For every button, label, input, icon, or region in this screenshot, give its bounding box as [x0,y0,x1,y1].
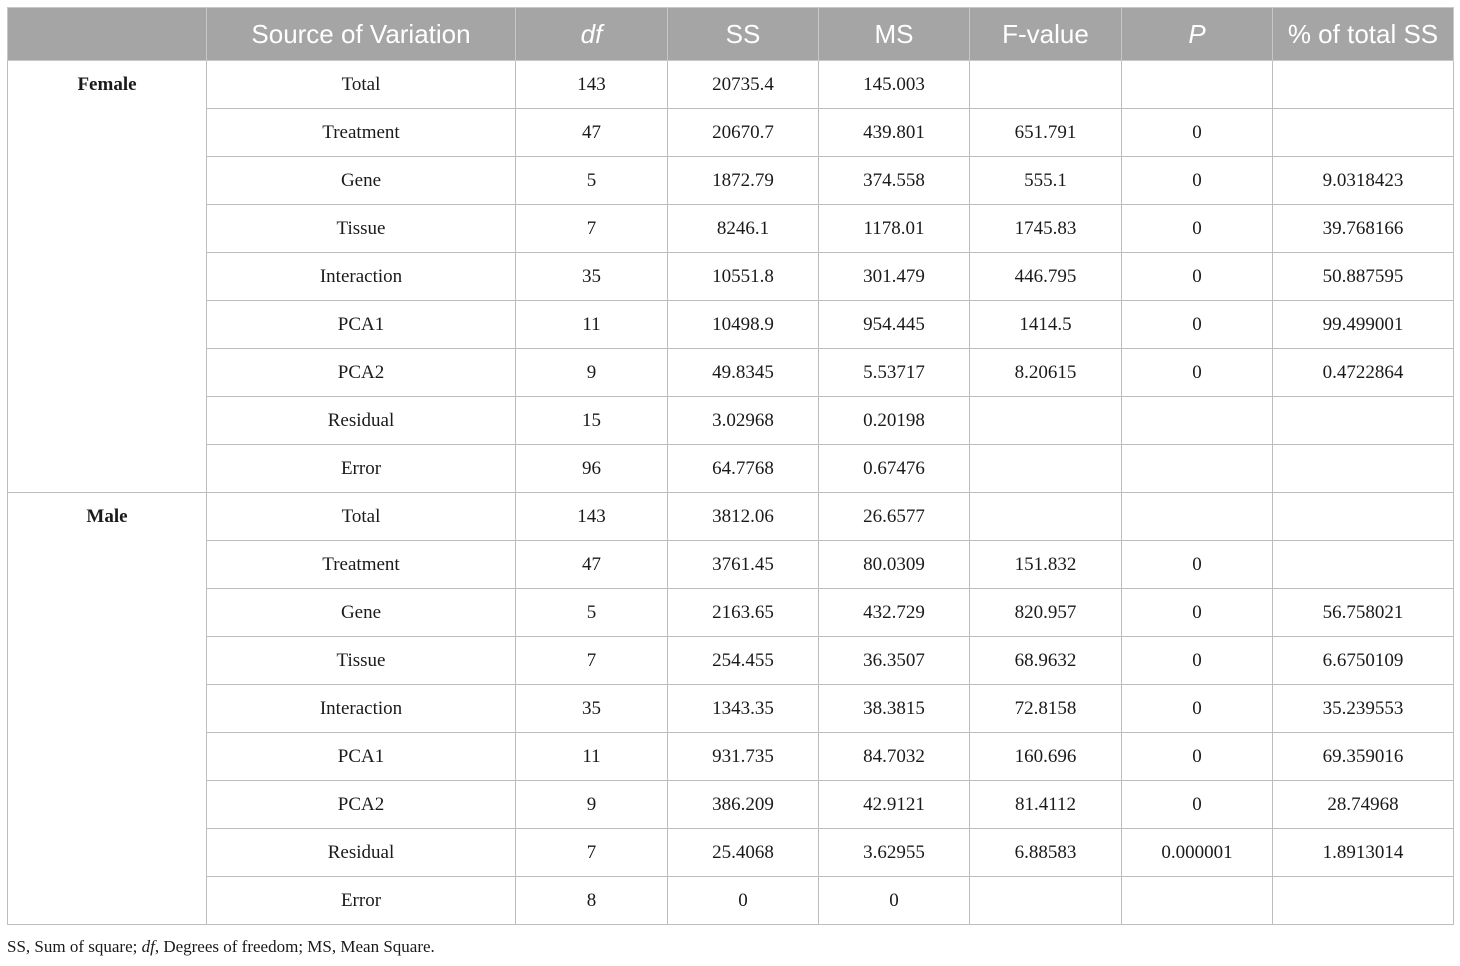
p-cell [1122,493,1273,541]
ms-cell: 26.6577 [819,493,970,541]
df-cell: 47 [516,541,668,589]
pct-total-ss-cell: 50.887595 [1273,253,1454,301]
table-body [8,61,1454,925]
f-value-cell [970,877,1122,925]
p-cell: 0 [1122,733,1273,781]
p-cell: 0 [1122,541,1273,589]
header-cell-pct-total-ss: % of total SS [1273,8,1454,61]
pct-total-ss-cell [1273,445,1454,493]
table-row [8,829,1454,877]
f-value-cell: 1745.83 [970,205,1122,253]
table-row [8,109,1454,157]
df-cell: 8 [516,877,668,925]
df-cell: 143 [516,61,668,109]
table-row [8,685,1454,733]
header-cell-source: Source of Variation [207,8,516,61]
ss-cell: 49.8345 [668,349,819,397]
df-cell: 7 [516,637,668,685]
p-cell [1122,877,1273,925]
ss-cell: 20670.7 [668,109,819,157]
ms-cell: 954.445 [819,301,970,349]
source-cell: PCA2 [207,781,516,829]
table-row [8,541,1454,589]
source-cell: Residual [207,397,516,445]
ss-cell: 8246.1 [668,205,819,253]
pct-total-ss-cell [1273,109,1454,157]
source-cell: Error [207,877,516,925]
pct-total-ss-cell [1273,397,1454,445]
ms-cell: 42.9121 [819,781,970,829]
ms-cell: 0.20198 [819,397,970,445]
df-cell: 47 [516,109,668,157]
table-row [8,253,1454,301]
group-label: Female [8,61,207,493]
pct-total-ss-cell: 6.6750109 [1273,637,1454,685]
footnote-text-1: SS, Sum of square; [7,937,142,956]
ss-cell: 3761.45 [668,541,819,589]
table-row [8,157,1454,205]
source-cell: Residual [207,829,516,877]
table-row [8,733,1454,781]
header-cell-p: P [1122,8,1273,61]
table-row [8,445,1454,493]
p-cell: 0 [1122,685,1273,733]
ms-cell: 84.7032 [819,733,970,781]
p-cell: 0 [1122,589,1273,637]
source-cell: Gene [207,157,516,205]
source-cell: Tissue [207,205,516,253]
table-row [8,349,1454,397]
pct-total-ss-cell [1273,877,1454,925]
ss-cell: 254.455 [668,637,819,685]
df-cell: 9 [516,781,668,829]
f-value-cell: 446.795 [970,253,1122,301]
f-value-cell: 1414.5 [970,301,1122,349]
ms-cell: 38.3815 [819,685,970,733]
source-cell: Interaction [207,253,516,301]
header-cell-f-value: F-value [970,8,1122,61]
ms-cell: 374.558 [819,157,970,205]
source-cell: Treatment [207,541,516,589]
f-value-cell: 81.4112 [970,781,1122,829]
f-value-cell: 68.9632 [970,637,1122,685]
df-cell: 143 [516,493,668,541]
header-cell-df: df [516,8,668,61]
header-cell-ms: MS [819,8,970,61]
f-value-cell [970,493,1122,541]
ss-cell: 3812.06 [668,493,819,541]
ms-cell: 439.801 [819,109,970,157]
ss-cell: 10498.9 [668,301,819,349]
ms-cell: 36.3507 [819,637,970,685]
df-cell: 9 [516,349,668,397]
df-cell: 35 [516,253,668,301]
ss-cell: 64.7768 [668,445,819,493]
df-cell: 11 [516,301,668,349]
ss-cell: 386.209 [668,781,819,829]
pct-total-ss-cell: 99.499001 [1273,301,1454,349]
ss-cell: 1872.79 [668,157,819,205]
source-cell: Treatment [207,109,516,157]
f-value-cell: 820.957 [970,589,1122,637]
footnote-text-2: , Degrees of freedom; MS, Mean Square. [154,937,435,956]
pct-total-ss-cell: 9.0318423 [1273,157,1454,205]
p-cell [1122,445,1273,493]
source-cell: Interaction [207,685,516,733]
ss-cell: 3.02968 [668,397,819,445]
source-cell: Tissue [207,637,516,685]
p-cell: 0 [1122,349,1273,397]
df-cell: 7 [516,829,668,877]
ms-cell: 1178.01 [819,205,970,253]
pct-total-ss-cell: 56.758021 [1273,589,1454,637]
f-value-cell: 651.791 [970,109,1122,157]
source-cell: PCA2 [207,349,516,397]
table-row [8,205,1454,253]
p-cell: 0 [1122,157,1273,205]
group-label: Male [8,493,207,925]
source-cell: Total [207,61,516,109]
df-cell: 5 [516,157,668,205]
pct-total-ss-cell: 39.768166 [1273,205,1454,253]
table-row [8,301,1454,349]
ms-cell: 80.0309 [819,541,970,589]
pct-total-ss-cell: 35.239553 [1273,685,1454,733]
f-value-cell [970,397,1122,445]
table-row [8,781,1454,829]
pct-total-ss-cell [1273,61,1454,109]
header-row [8,8,1454,61]
f-value-cell: 555.1 [970,157,1122,205]
df-cell: 11 [516,733,668,781]
table-row [8,589,1454,637]
p-cell: 0 [1122,301,1273,349]
df-cell: 15 [516,397,668,445]
ss-cell: 20735.4 [668,61,819,109]
p-cell: 0 [1122,253,1273,301]
ms-cell: 0.67476 [819,445,970,493]
p-cell: 0.000001 [1122,829,1273,877]
source-cell: Error [207,445,516,493]
p-cell [1122,61,1273,109]
ms-cell: 0 [819,877,970,925]
df-cell: 7 [516,205,668,253]
ms-cell: 3.62955 [819,829,970,877]
anova-table [7,7,1454,925]
ss-cell: 25.4068 [668,829,819,877]
pct-total-ss-cell: 28.74968 [1273,781,1454,829]
table-row [8,397,1454,445]
ms-cell: 432.729 [819,589,970,637]
source-cell: PCA1 [207,301,516,349]
f-value-cell: 8.20615 [970,349,1122,397]
table-row [8,637,1454,685]
pct-total-ss-cell: 69.359016 [1273,733,1454,781]
ss-cell: 10551.8 [668,253,819,301]
p-cell: 0 [1122,781,1273,829]
ms-cell: 5.53717 [819,349,970,397]
p-cell: 0 [1122,205,1273,253]
header-cell-ss: SS [668,8,819,61]
f-value-cell: 72.8158 [970,685,1122,733]
f-value-cell: 160.696 [970,733,1122,781]
f-value-cell: 151.832 [970,541,1122,589]
ss-cell: 2163.65 [668,589,819,637]
table-row [8,61,1454,109]
table-footnote [7,937,435,957]
pct-total-ss-cell: 0.4722864 [1273,349,1454,397]
source-cell: Gene [207,589,516,637]
table-row [8,877,1454,925]
pct-total-ss-cell: 1.8913014 [1273,829,1454,877]
p-cell: 0 [1122,109,1273,157]
source-cell: Total [207,493,516,541]
table-row [8,493,1454,541]
ms-cell: 145.003 [819,61,970,109]
ss-cell: 1343.35 [668,685,819,733]
p-cell: 0 [1122,637,1273,685]
ss-cell: 931.735 [668,733,819,781]
source-cell: PCA1 [207,733,516,781]
p-cell [1122,397,1273,445]
df-cell: 5 [516,589,668,637]
df-cell: 35 [516,685,668,733]
f-value-cell [970,61,1122,109]
pct-total-ss-cell [1273,541,1454,589]
header-cell-group [8,8,207,61]
ss-cell: 0 [668,877,819,925]
df-cell: 96 [516,445,668,493]
f-value-cell: 6.88583 [970,829,1122,877]
f-value-cell [970,445,1122,493]
ms-cell: 301.479 [819,253,970,301]
footnote-df: df [141,937,155,956]
pct-total-ss-cell [1273,493,1454,541]
